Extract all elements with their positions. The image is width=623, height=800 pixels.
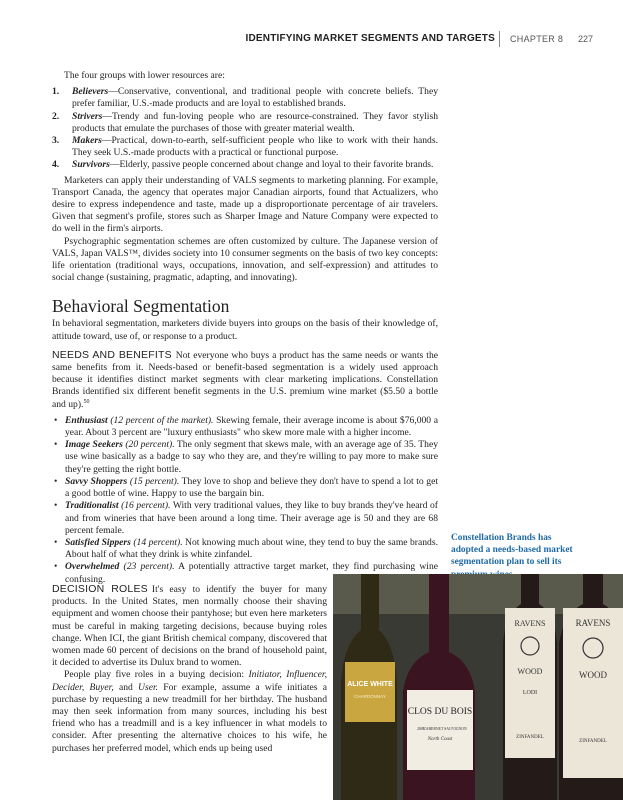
- role-term: Initiator,: [248, 669, 282, 681]
- definition: —Elderly, passive people concerned about change and loyal to their favorite brands.: [109, 159, 434, 171]
- term: Image Seekers: [65, 439, 123, 451]
- term: Enthusiast: [65, 414, 108, 426]
- paragraph: Psychographic segmentation schemes are often customized by culture. The Japanese version of VALS, Japan VALS™, divides society into 10 consumer segments on the basis of two key concepts: life orientation (traditional ways, occupations, innovation, and self-expression) and attitudes to social change (sustaining, pragmatic, adapting, and innovating).: [52, 235, 438, 284]
- paragraph-text: It's easy to identify the buyer for many products. In the United States, men normally choose their shaving equipment and women choose their pantyhose; but even here marketers must be careful in making targeting decisions, because buying roles change. When ICI, the giant British chemical company, discovered that women made 60 percent of decisions on the brand of household paint, it decided to advertise its Dulux brand to women.: [52, 584, 327, 669]
- bottle-label-text: LODI: [522, 690, 538, 696]
- section-heading: Behavioral Segmentation: [52, 296, 230, 317]
- list-item: [52, 476, 438, 500]
- bullet-icon: •: [54, 414, 58, 426]
- bottle-label-text: CHARDONNAY: [354, 694, 386, 699]
- segment-share: (20 percent).: [125, 439, 175, 451]
- intro-text: The four groups with lower resources are:: [64, 70, 225, 81]
- role-term: Decider,: [52, 681, 85, 693]
- definition: A potentially attractive target market, they find purchasing wine confusing.: [65, 561, 438, 585]
- paragraph-text: Not everyone who buys a product has the same needs or wants the same benefits from it. Needs-based or benefit-based segmentation is a widely used approach because it identifies distinct market segments with clear marketing implications. Constellation Brands identified six different benefit segments in the U.S. premium wine market ($5.50 a bottle and up).: [52, 349, 438, 410]
- definition: With very traditional values, they like to buy brands they've heard of and from wineries that have been around a long time. Their average age is 50 and they are 68 percent female.: [65, 500, 439, 536]
- paragraph-text: For example, assume a wife initiates a purchase by requesting a new treadmill for her birthday. The husband may then seek information from many sources, including his best friend who has a treadmill and is a key influencer in what models to consider. After presenting the alternative choices to his wife, he purchases her preferred model, which ends up being used: [52, 681, 328, 754]
- list-item: [52, 439, 438, 476]
- decision-paragraph: [52, 583, 327, 669]
- definition: They love to shop and believe they don't have to spend a lot to get a good bottle of wine. Happy to use the bargain bin.: [65, 475, 438, 500]
- bullet-icon: •: [54, 536, 58, 548]
- term: Survivors: [72, 159, 110, 171]
- running-header-title: IDENTIFYING MARKET SEGMENTS AND TARGETS: [245, 33, 495, 44]
- page-number: 227: [578, 34, 594, 44]
- role-term: User.: [138, 681, 159, 693]
- list-item: [52, 500, 438, 537]
- term: Savvy Shoppers: [65, 475, 128, 487]
- bullet-icon: •: [54, 561, 58, 573]
- definition: Not knowing much about wine, they tend to buy the same brands. About half of what they drink is white zinfandel.: [65, 536, 438, 561]
- list-item: [52, 86, 438, 110]
- list-number: 2.: [52, 110, 60, 122]
- benefit-segment-list: [52, 415, 438, 586]
- definition: —Practical, down-to-earth, self-sufficient people who like to work with their hands. They seek U.S.-made products with a practical or functional purpose.: [72, 135, 438, 159]
- wine-bottles-photo: [333, 574, 623, 800]
- list-number: 3.: [52, 135, 60, 147]
- runin-heading: DECISION ROLES: [52, 583, 148, 595]
- bottle-label-text: ZINFANDEL: [579, 739, 607, 744]
- running-header: [0, 31, 623, 49]
- endnote-marker: 50: [83, 398, 90, 405]
- bullet-icon: •: [54, 500, 58, 512]
- bullet-icon: •: [54, 475, 58, 487]
- wine-bottles-illustration: [333, 574, 623, 800]
- list-item: [52, 415, 438, 439]
- bottle-label-text: WOOD: [517, 667, 543, 676]
- segment-share: (15 percent).: [129, 475, 180, 487]
- vals-group-list: [52, 86, 438, 171]
- list-item: [52, 135, 438, 159]
- lower-column: [52, 583, 327, 755]
- segment-share: (23 percent).: [123, 561, 175, 573]
- term: Traditionalist: [65, 500, 119, 512]
- header-divider: [499, 31, 500, 47]
- bottle-label-text: WOOD: [579, 670, 607, 680]
- paragraph-text: People play five roles in a buying decision:: [64, 669, 245, 681]
- term: Strivers: [72, 110, 103, 122]
- segment-share: (12 percent of the market).: [110, 414, 214, 426]
- paragraph: Marketers can apply their understanding of VALS segments to marketing planning. For example, Transport Canada, the agency that operates major Canadian airports, found that Actualizers, who desire to express independence and taste, made up a disproportionate percentage of air travelers. Given that segment's profile, stores such as Sharper Image and Nature Company were expected to do well in the firm's airports.: [52, 174, 438, 235]
- bottle-label-text: RAVENS: [514, 619, 546, 628]
- main-column: [52, 70, 438, 586]
- definition: —Conservative, conventional, and traditional people with concrete beliefs. They prefer familiar, U.S.-made products and are loyal to established brands.: [72, 86, 438, 110]
- list-item: [52, 111, 438, 135]
- section-intro: In behavioral segmentation, marketers divide buyers into groups on the basis of their knowledge of, attitude toward, use of, or response to a product.: [52, 318, 438, 342]
- bottle-label-text: 2005: [417, 726, 425, 731]
- chapter-label: CHAPTER 8: [510, 34, 564, 44]
- needs-paragraph: [52, 349, 438, 411]
- term: Overwhelmed: [65, 561, 120, 573]
- bottle-label-text: RAVENS: [575, 618, 611, 628]
- list-number: 1.: [52, 86, 60, 98]
- term: Believers: [72, 86, 109, 98]
- term: Makers: [72, 135, 102, 147]
- segment-share: (14 percent).: [133, 536, 183, 548]
- role-term: Influencer,: [286, 669, 327, 681]
- bottle-label-text: ALICE WHITE: [347, 681, 393, 688]
- segment-share: (16 percent).: [121, 500, 171, 512]
- term: Satisfied Sippers: [65, 536, 131, 548]
- figure-caption: Constellation Brands has adopted a needs-based market segmentation plan to sell its: [451, 533, 573, 568]
- roles-paragraph: [52, 669, 327, 754]
- list-item: [52, 537, 438, 561]
- definition: The only segment that skews male, with an average age of 35. They use wine basically as a badge to say who they are, and they're willing to pay more to make sure they're getting the right bottle.: [65, 439, 439, 475]
- bottle-label-text: ZINFANDEL: [516, 735, 544, 740]
- bottle-label-text: North Coast: [427, 737, 453, 742]
- list-number: 4.: [52, 159, 60, 171]
- bottle-label-text: CLOS DU BOIS: [407, 707, 473, 717]
- definition: Skewing female, their average income is about $76,000 a year. About 3 percent are "luxury enthusiasts" who skew more male with a higher income.: [65, 414, 438, 439]
- role-term: Buyer,: [89, 681, 114, 693]
- bottle-label-text: CABERNET SAUVIGNON: [423, 727, 467, 731]
- paragraph-text: and: [118, 681, 133, 693]
- bullet-icon: •: [54, 439, 58, 451]
- definition: —Trendy and fun-loving people who are resource-constrained. They favor stylish products that emulate the purchases of those with greater material wealth.: [72, 110, 438, 134]
- list-item: [52, 159, 438, 171]
- runin-heading: NEEDS AND BENEFITS: [52, 348, 172, 361]
